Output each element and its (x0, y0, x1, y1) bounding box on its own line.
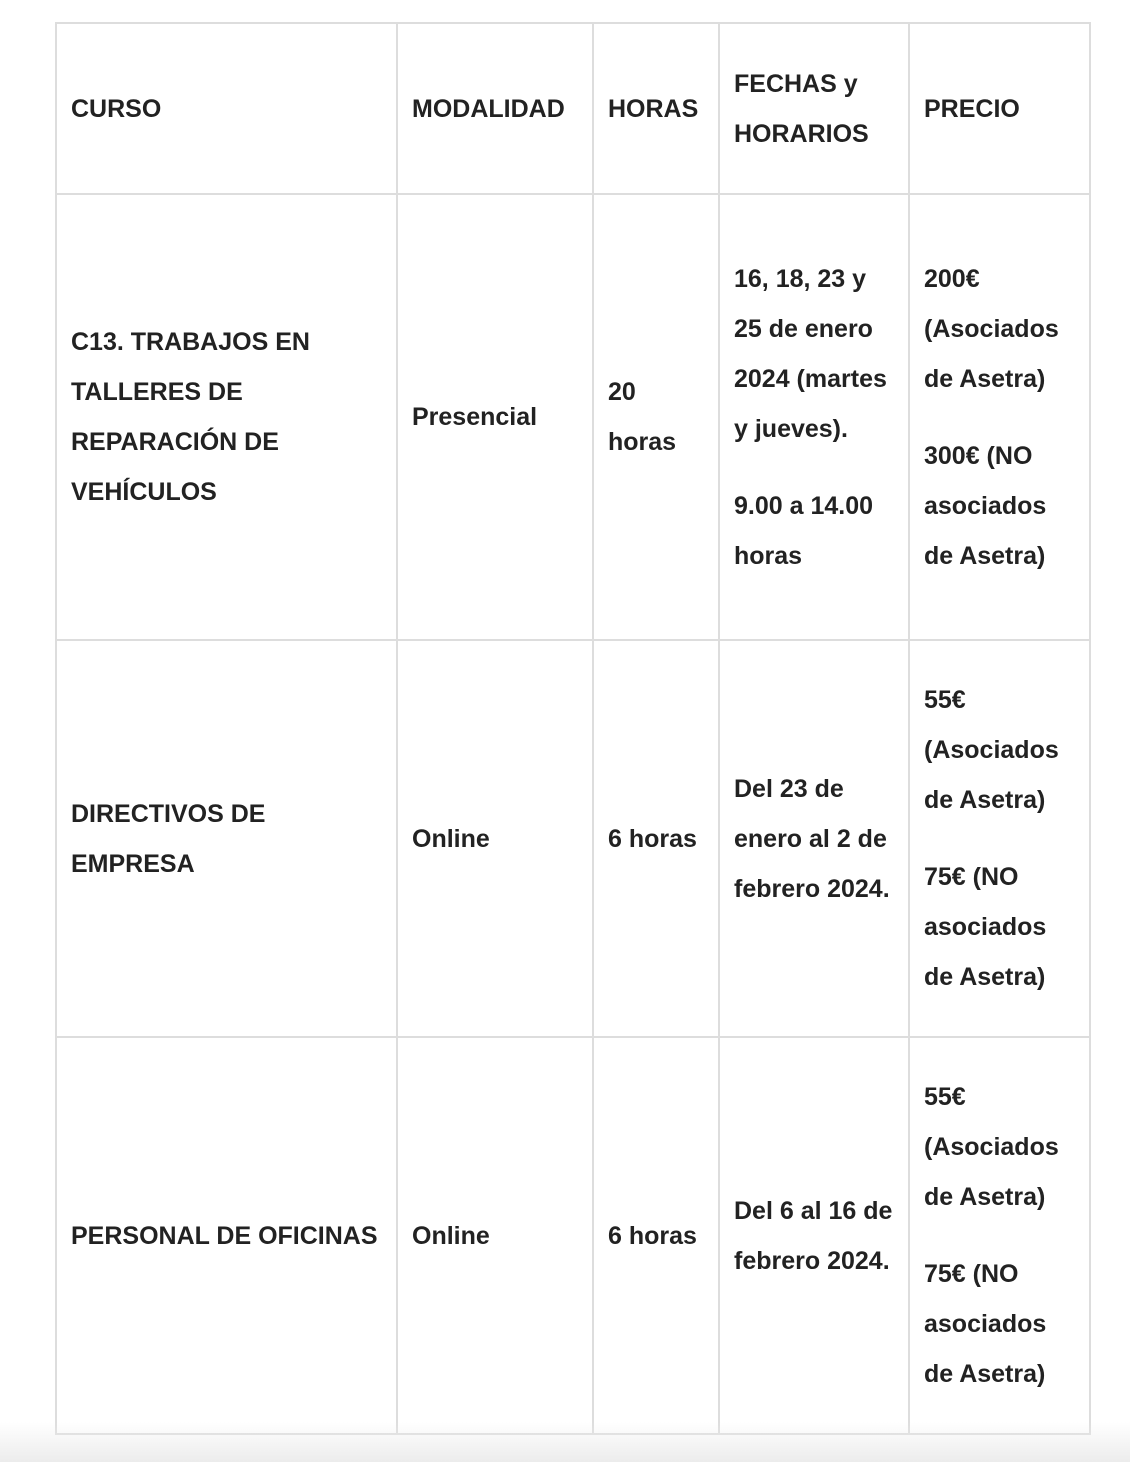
cell-fechas: Del 23 de enero al 2 de febrero 2024. (719, 640, 909, 1037)
cell-horas: 6 horas (593, 640, 719, 1037)
cell-modalidad: Online (397, 640, 593, 1037)
bottom-shadow (0, 1422, 1130, 1462)
cell-horas: 6 horas (593, 1037, 719, 1434)
header-modalidad: MODALIDAD (397, 23, 593, 194)
precio-asociados: 55€ (Asociados de Asetra) (924, 1083, 1059, 1211)
precio-no-asociados: 75€ (NO asociados de Asetra) (924, 1260, 1047, 1388)
table-header-row (56, 23, 1090, 194)
table-row (56, 640, 1090, 1037)
header-horas: HORAS (593, 23, 719, 194)
cell-precio (909, 640, 1090, 1037)
header-fechas: FECHAS y HORARIOS (719, 23, 909, 194)
precio-asociados: 55€ (Asociados de Asetra) (924, 686, 1059, 814)
cell-fechas (719, 194, 909, 640)
fechas-text: 16, 18, 23 y 25 de enero 2024 (martes y jueves). (734, 264, 887, 443)
cell-modalidad: Online (397, 1037, 593, 1434)
cell-modalidad: Presencial (397, 194, 593, 640)
precio-no-asociados: 75€ (NO asociados de Asetra) (924, 863, 1047, 991)
horario-text: 9.00 a 14.00 horas (734, 491, 874, 570)
table-row (56, 1037, 1090, 1434)
cell-curso: PERSONAL DE OFICINAS (56, 1037, 397, 1434)
precio-asociados: 200€ (Asociados de Asetra) (924, 264, 1059, 393)
header-precio: PRECIO (909, 23, 1090, 194)
cell-curso: C13. TRABAJOS EN TALLERES DE REPARACIÓN DE VEHÍCULOS (56, 194, 397, 640)
courses-table (55, 22, 1091, 1435)
cell-horas: 20 horas (593, 194, 719, 640)
cell-precio (909, 1037, 1090, 1434)
cell-precio (909, 194, 1090, 640)
cell-fechas: Del 6 al 16 de febrero 2024. (719, 1037, 909, 1434)
cell-curso: DIRECTIVOS DE EMPRESA (56, 640, 397, 1037)
precio-no-asociados: 300€ (NO asociados de Asetra) (924, 441, 1047, 570)
table-row (56, 194, 1090, 640)
header-curso: CURSO (56, 23, 397, 194)
